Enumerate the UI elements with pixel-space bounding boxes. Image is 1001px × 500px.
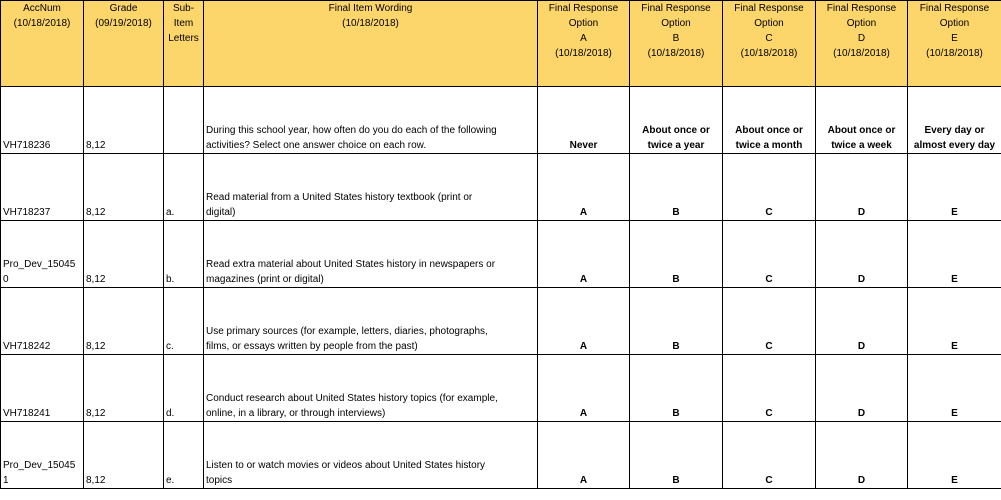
cell-line: VH718242 [3, 341, 51, 352]
header-line: Final Response [641, 3, 711, 14]
cell-line: E [951, 274, 958, 285]
cell-line: D [857, 341, 866, 352]
table-row [1, 288, 1001, 355]
cell-option-b[interactable] [630, 355, 723, 422]
cell-line: About once or [827, 125, 896, 136]
cell-option-a[interactable] [538, 288, 630, 355]
cell-option-b[interactable] [630, 422, 723, 489]
cell-subitem[interactable]: d. [164, 355, 204, 422]
cell-subitem[interactable]: b. [164, 221, 204, 288]
header-option-e[interactable] [908, 1, 1001, 87]
cell-option-d[interactable] [816, 154, 908, 221]
header-line: (10/18/2018) [555, 48, 612, 59]
table-row [1, 87, 1001, 154]
cell-line: films, or essays written by people from the past) [206, 341, 418, 352]
cell-line: During this school year, how often do you do each of the following [206, 125, 497, 136]
cell-option-c[interactable] [723, 87, 816, 154]
header-line: (10/18/2018) [926, 48, 983, 59]
cell-line: E [951, 475, 958, 486]
header-line: (10/18/2018) [13, 18, 71, 29]
cell-option-c[interactable] [723, 288, 816, 355]
cell-accnum[interactable] [1, 154, 84, 221]
cell-line: twice a week [831, 140, 892, 151]
cell-line: E [951, 207, 958, 218]
cell-option-b[interactable] [630, 154, 723, 221]
cell-line: About once or [735, 125, 803, 136]
cell-line: activities? Select one answer choice on each row. [206, 140, 427, 151]
cell-option-c[interactable] [723, 221, 816, 288]
cell-line: A [579, 341, 588, 352]
cell-line: Pro_Dev_15045 [3, 259, 76, 270]
cell-line: A [579, 274, 588, 285]
cell-line: Every day or [924, 125, 985, 136]
cell-option-a[interactable] [538, 355, 630, 422]
cell-line: E [951, 341, 958, 352]
cell-line: C [765, 475, 773, 486]
header-line: Letters [168, 33, 199, 44]
table-row [1, 355, 1001, 422]
cell-wording[interactable] [204, 87, 538, 154]
header-option-b[interactable] [630, 1, 723, 87]
table-row [1, 221, 1001, 288]
header-line: Option [846, 18, 877, 29]
cell-line: 0 [3, 274, 9, 285]
header-option-d[interactable] [816, 1, 908, 87]
header-subitem[interactable] [164, 1, 204, 87]
header-line: Option [661, 18, 691, 29]
table-row [1, 422, 1001, 489]
cell-line: D [857, 475, 866, 486]
cell-line: Read extra material about United States history in newspapers or [206, 259, 496, 270]
cell-line: C [765, 274, 773, 285]
header-line: Option [754, 18, 784, 29]
header-line: Final Response [919, 3, 990, 14]
cell-line: digital) [206, 207, 236, 218]
cell-line: D [857, 207, 866, 218]
cell-grade[interactable]: 8,12 [84, 221, 164, 288]
cell-line: B [672, 475, 680, 486]
header-accnum[interactable] [1, 1, 84, 87]
header-wording[interactable] [204, 1, 538, 87]
cell-line: 1 [3, 475, 9, 486]
header-line: Option [568, 18, 599, 29]
header-line: E [951, 33, 958, 44]
cell-line: Read material from a United States history textbook (print or [206, 192, 473, 203]
cell-wording[interactable] [204, 154, 538, 221]
cell-subitem[interactable]: a. [164, 154, 204, 221]
header-line: AccNum [23, 3, 61, 14]
header-line: (10/18/2018) [342, 18, 399, 29]
header-line: C [765, 33, 773, 44]
cell-option-d[interactable] [816, 355, 908, 422]
cell-option-d[interactable] [816, 422, 908, 489]
cell-accnum[interactable] [1, 221, 84, 288]
cell-grade[interactable]: 8,12 [84, 422, 164, 489]
cell-line: C [765, 341, 773, 352]
header-line: (10/18/2018) [740, 48, 798, 59]
cell-line: Use primary sources (for example, letters, diaries, photographs, [206, 326, 488, 337]
cell-option-c[interactable] [723, 355, 816, 422]
cell-line: Conduct research about United States history topics (for example, [206, 393, 498, 404]
header-line: Sub- [172, 3, 195, 14]
cell-wording[interactable] [204, 422, 538, 489]
cell-line: D [857, 408, 866, 419]
table-row [1, 154, 1001, 221]
header-line: (10/18/2018) [647, 48, 705, 59]
header-row [1, 1, 1001, 87]
cell-option-a[interactable] [538, 154, 630, 221]
cell-line: VH718236 [3, 140, 51, 151]
cell-option-b[interactable] [630, 288, 723, 355]
cell-option-e[interactable] [908, 154, 1001, 221]
cell-line: online, in a library, or through interviews) [206, 408, 386, 419]
cell-option-d[interactable] [816, 288, 908, 355]
header-line: Final Response [826, 3, 897, 14]
cell-subitem[interactable] [164, 87, 204, 154]
header-option-a[interactable] [538, 1, 630, 87]
cell-line: A [579, 408, 588, 419]
cell-wording[interactable] [204, 355, 538, 422]
cell-option-e[interactable] [908, 355, 1001, 422]
cell-option-d[interactable] [816, 87, 908, 154]
cell-accnum[interactable] [1, 288, 84, 355]
cell-wording[interactable] [204, 288, 538, 355]
cell-line: twice a month [735, 140, 803, 151]
cell-subitem[interactable]: c. [164, 288, 204, 355]
header-line: A [580, 33, 587, 44]
cell-line: B [672, 341, 680, 352]
cell-grade[interactable]: 8,12 [84, 87, 164, 154]
cell-line: magazines (print or digital) [206, 274, 324, 285]
cell-line: A [579, 207, 588, 218]
cell-accnum[interactable] [1, 355, 84, 422]
cell-option-b[interactable] [630, 221, 723, 288]
cell-line: VH718241 [3, 408, 51, 419]
header-line: Final Item Wording [328, 3, 413, 14]
cell-line: twice a year [647, 140, 705, 151]
cell-option-a[interactable] [538, 221, 630, 288]
cell-option-e[interactable] [908, 87, 1001, 154]
cell-wording[interactable] [204, 221, 538, 288]
cell-option-e[interactable] [908, 221, 1001, 288]
cell-line: B [672, 408, 680, 419]
cell-accnum[interactable] [1, 87, 84, 154]
header-line: Item [173, 18, 194, 29]
cell-option-b[interactable] [630, 87, 723, 154]
cell-accnum[interactable] [1, 422, 84, 489]
cell-grade[interactable]: 8,12 [84, 355, 164, 422]
cell-line: VH718237 [3, 207, 51, 218]
cell-option-c[interactable] [723, 422, 816, 489]
cell-line: E [951, 408, 958, 419]
header-line: Final Response [548, 3, 619, 14]
header-line: (09/19/2018) [95, 18, 152, 29]
header-line: Option [939, 18, 970, 29]
cell-line: About once or [642, 125, 710, 136]
cell-line: C [765, 408, 773, 419]
header-line: B [672, 33, 680, 44]
cell-option-e[interactable] [908, 288, 1001, 355]
header-line: Final Response [734, 3, 804, 14]
cell-option-c[interactable] [723, 154, 816, 221]
cell-line: Never [569, 140, 598, 151]
cell-grade[interactable]: 8,12 [84, 154, 164, 221]
cell-line: B [672, 274, 680, 285]
cell-line: B [672, 207, 680, 218]
cell-line: A [579, 475, 588, 486]
header-option-c[interactable] [723, 1, 816, 87]
cell-option-e[interactable] [908, 422, 1001, 489]
header-line: (10/18/2018) [833, 48, 890, 59]
cell-option-a[interactable] [538, 87, 630, 154]
header-grade[interactable] [84, 1, 164, 87]
cell-line: almost every day [913, 140, 996, 151]
cell-grade[interactable]: 8,12 [84, 288, 164, 355]
cell-line: Listen to or watch movies or videos about United States history [206, 460, 486, 471]
cell-line: D [857, 274, 866, 285]
cell-line: topics [206, 475, 233, 486]
header-line: Grade [109, 3, 138, 14]
cell-subitem[interactable]: e. [164, 422, 204, 489]
cell-line: Pro_Dev_15045 [3, 460, 76, 471]
cell-option-d[interactable] [816, 221, 908, 288]
cell-line: C [765, 207, 773, 218]
header-line: D [857, 33, 866, 44]
cell-option-a[interactable] [538, 422, 630, 489]
